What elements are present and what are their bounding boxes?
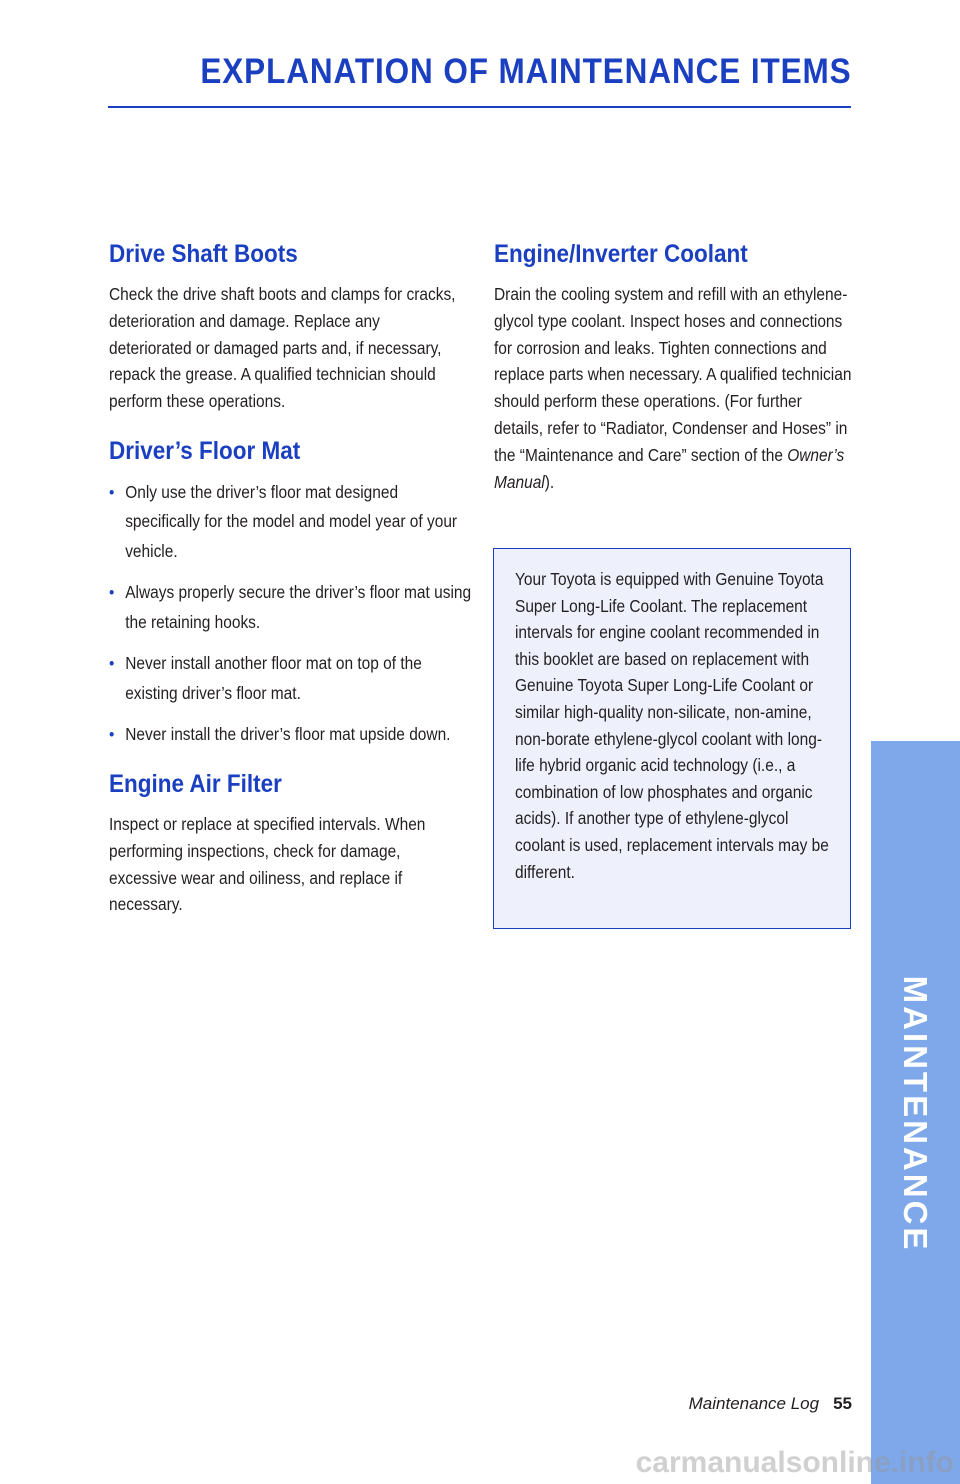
bullet-icon: •: [109, 583, 115, 603]
floor-mat-bullet-list: [109, 478, 472, 750]
section-body: Drain the cooling system and refill with an ethylene-glycol type coolant. Inspect hoses and connections for corrosion and leaks. Tighten connections and replace parts when necessary. A qualified technician should perform these operations. (For further details, refer to “Radiator, Condenser and Hoses” in the “Maintenance and Care” section of the Owner’s Manual).: [494, 284, 852, 492]
page-number: 55: [833, 1394, 852, 1413]
bullet-item: • Always properly secure the driver’s floor mat using the retaining hooks.: [109, 578, 475, 637]
section-engine-inverter-coolant: [494, 240, 852, 495]
section-drive-shaft-boots: [109, 240, 459, 415]
bullet-icon: •: [109, 654, 115, 674]
bullet-item: • Never install the driver’s floor mat upside down.: [109, 720, 475, 750]
section-heading: Engine/Inverter Coolant: [494, 240, 748, 268]
section-body: Check the drive shaft boots and clamps for cracks, deterioration and damage. Replace any deteriorated or damaged parts and, if necessary, repack the grease. A qualified technician should perform these operations.: [109, 284, 456, 412]
section-heading: Driver’s Floor Mat: [109, 436, 301, 465]
owners-manual-reference: Owner’s Manual: [494, 444, 845, 492]
title-divider: [108, 106, 851, 108]
page-title: EXPLANATION OF MAINTENANCE ITEMS: [200, 52, 852, 91]
side-tab-label: MAINTENANCE: [897, 975, 934, 1253]
coolant-note-box: [493, 548, 851, 929]
section-engine-air-filter: [109, 770, 459, 918]
watermark: carmanualsonline.info: [635, 1446, 954, 1479]
section-body: Inspect or replace at specified intervals. When performing inspections, check for damage, excessive wear and oiliness, and replace if necessary.: [109, 813, 426, 915]
note-text: Your Toyota is equipped with Genuine Toyota Super Long-Life Coolant. The replacement intervals for engine coolant recommended in this booklet are based on replacement with Genuine Toyota Super Long-Life Coolant or similar high-quality non-silicate, non-amine, non-borate ethylene-glycol coolant with long-life hybrid organic acid technology (i.e., a combination of low phosphates and organic acids). If another type of ethylene-glycol coolant is used, replacement intervals may be different.: [515, 569, 829, 882]
left-column: [109, 240, 472, 940]
section-heading: Engine Air Filter: [109, 769, 282, 798]
bullet-item: • Only use the driver’s floor mat designed specifically for the model and model year of your vehicle.: [109, 478, 475, 567]
footer-label: Maintenance Log: [688, 1394, 820, 1413]
section-drivers-floor-mat: [109, 436, 472, 750]
right-column: [494, 240, 852, 517]
section-heading: Drive Shaft Boots: [109, 240, 298, 268]
bullet-icon: •: [109, 725, 115, 745]
bullet-item: • Never install another floor mat on top of the existing driver’s floor mat.: [109, 649, 475, 708]
page-footer: [689, 1394, 852, 1414]
bullet-icon: •: [109, 482, 115, 502]
side-tab-maintenance: [871, 741, 960, 1484]
